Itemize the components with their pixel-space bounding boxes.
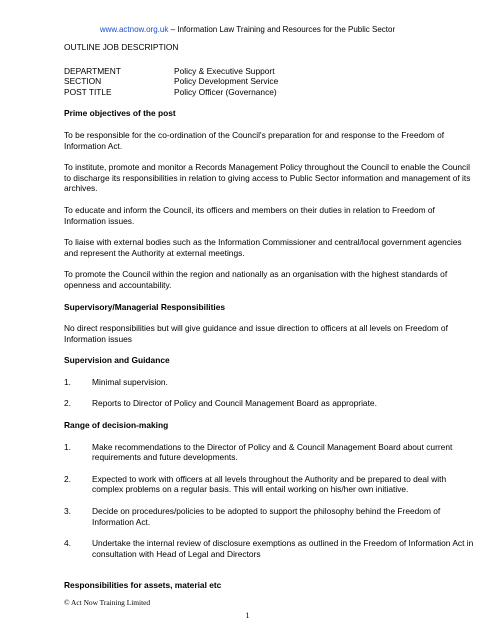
paragraph: To promote the Council within the region and nationally as an organisation with the highest standards of openness and accountability.	[64, 269, 448, 290]
list-item	[64, 377, 474, 388]
section-heading-supervisory: Supervisory/Managerial Responsibilities	[64, 301, 226, 312]
paragraph: To liaise with external bodies such as the Information Commissioner and central/local government agencies and represent the Authority at external meetings.	[64, 237, 462, 258]
paragraph: To institute, promote and monitor a Records Management Policy throughout the Council to enable the Council to discharge its responsibilities in relation to giving access to Public Sector information and management of its archives.	[64, 162, 471, 194]
section-heading-decision-making: Range of decision-making	[64, 420, 169, 431]
detail-value: Policy & Executive Support	[174, 65, 275, 76]
detail-label: POST TITLE	[64, 86, 112, 97]
list-item	[64, 474, 474, 495]
page-header	[0, 25, 495, 34]
detail-label: SECTION	[64, 76, 102, 87]
document-title: OUTLINE JOB DESCRIPTION	[64, 42, 179, 52]
website-link[interactable]: www.actnow.org.uk	[99, 25, 169, 34]
detail-row-post-title	[64, 87, 474, 98]
list-text: Minimal supervision.	[92, 376, 168, 387]
list-item	[64, 442, 474, 463]
list-item	[64, 506, 474, 527]
list-number: 3.	[64, 506, 71, 517]
list-item	[64, 398, 474, 409]
page-number: 1	[245, 611, 250, 620]
detail-row-department	[64, 66, 474, 77]
list-number: 1.	[64, 376, 71, 387]
paragraph: To be responsible for the co-ordination of the Council's preparation for and response to the Freedom of Information Act.	[64, 129, 445, 151]
list-text: Decide on procedures/policies to be adopted to support the philosophy behind the Freedom of Information Act.	[92, 506, 441, 527]
section-heading-assets: Responsibilities for assets, material etc	[64, 580, 222, 591]
list-number: 2.	[64, 473, 71, 484]
header-text: – Information Law Training and Resources for the Public Sector	[168, 25, 396, 34]
detail-value: Policy Officer (Governance)	[174, 86, 277, 97]
document-body	[64, 40, 474, 591]
section-heading-supervision: Supervision and Guidance	[64, 355, 170, 366]
paragraph: No direct responsibilities but will give guidance and issue direction to officers at all levels on Freedom of Information issues	[64, 323, 448, 344]
section-heading-prime-objectives: Prime objectives of the post	[64, 108, 176, 119]
list-number: 1.	[64, 441, 71, 452]
list-number: 4.	[64, 538, 71, 549]
paragraph: To educate and inform the Council, its officers and members on their duties in relation to Freedom of Information issues.	[64, 204, 435, 226]
list-text: Make recommendations to the Director of Policy and & Council Management Board about current requirements and future developments.	[92, 441, 453, 463]
post-details	[64, 66, 474, 98]
list-item	[64, 538, 474, 559]
detail-value: Policy Development Service	[174, 76, 279, 87]
footer-copyright: © Act Now Training Limited	[64, 598, 151, 607]
list-text: Expected to work with officers at all levels throughout the Authority and be prepared to deal with complex problems on a regular basis. This will entail working on his/her own initiative.	[92, 473, 447, 495]
list-number: 2.	[64, 398, 71, 409]
list-text: Undertake the internal review of disclosure exemptions as outlined in the Freedom of Information Act in consultation with Head of Legal and Directors	[92, 538, 474, 559]
detail-row-section	[64, 76, 474, 87]
detail-label: DEPARTMENT	[64, 65, 121, 76]
list-text: Reports to Director of Policy and Council Management Board as appropriate.	[92, 398, 377, 409]
